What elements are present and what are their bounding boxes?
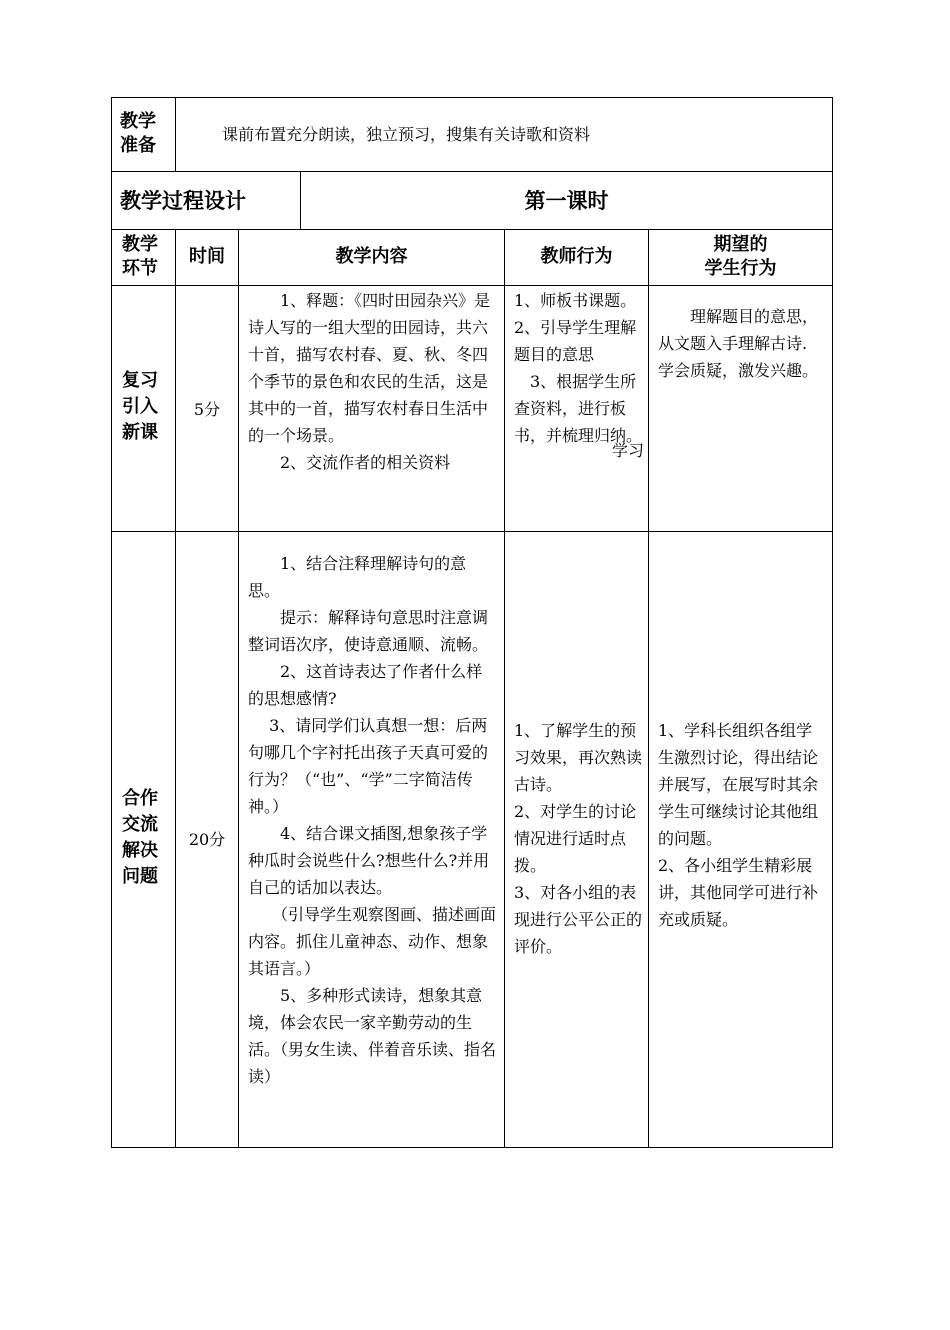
table-border-right <box>832 97 833 1148</box>
table-rule <box>111 531 833 532</box>
row1-content <box>248 287 498 476</box>
row2-content-item: 提示：解释诗句意思时注意调整词语次序，使诗意通顺、流畅。 <box>248 608 489 654</box>
row1-teacher-item: 3、根据学生所查资料，进行板书，并梳理归纳。 <box>514 372 643 445</box>
row2-content-item: （引导学生观察图画、描述画面内容。抓住儿童神态、动作、想象其语言。） <box>248 905 497 978</box>
row2-student-item: 1、学科长组织各组学生激烈讨论，得出结论并展写，在展写时其余学生可继续讨论其他组的问题。 <box>658 721 819 848</box>
row1-stage: 复习引入新课 <box>122 370 158 443</box>
row2-teacher-item: 2、对学生的讨论情况进行适时点拨。 <box>514 802 637 875</box>
row2-content-item: 2、这首诗表达了作者什么样的思想感情? <box>248 662 483 708</box>
row1-teacher-note: 学习 <box>612 441 645 460</box>
row2-content-item: 3、请同学们认真想一想：后两句哪几个字衬托出孩子天真可爱的行为？（“也”、“学”二字简洁传神。） <box>248 716 489 816</box>
table-border-bottom <box>111 1147 833 1148</box>
table-rule <box>111 229 833 230</box>
header-student-line1: 期望的 <box>713 234 768 255</box>
row2-content-item: 1、结合注释理解诗句的意思。 <box>248 554 467 600</box>
table-rule <box>648 229 649 1148</box>
row2-stage: 合作交流解决问题 <box>122 788 158 887</box>
row2-content <box>248 550 498 1090</box>
table-rule <box>175 97 176 172</box>
row1-student-item: 理解题目的意思，从文题入手理解古诗. 学会质疑，激发兴趣。 <box>658 307 819 380</box>
row2-content-item: 4、结合课文插图,想象孩子学种瓜时会说些什么?想些什么?并用自己的话加以表达。 <box>248 824 490 897</box>
row1-content-item: 2、交流作者的相关资料 <box>248 453 451 472</box>
design-title: 教学过程设计 <box>120 189 246 213</box>
table-rule <box>238 229 239 1148</box>
row2-teacher <box>514 717 644 960</box>
table-rule <box>504 229 505 1148</box>
header-time: 时间 <box>189 246 225 267</box>
row1-time: 5分 <box>193 400 221 419</box>
header-student-line2: 学生行为 <box>704 258 777 279</box>
row1-teacher <box>514 287 644 449</box>
row2-teacher-item: 1、了解学生的预习效果，再次熟读古诗。 <box>514 721 643 794</box>
header-teacher: 教师行为 <box>540 246 613 267</box>
table-border-left <box>111 97 112 1148</box>
prep-label: 教学准备 <box>120 111 156 156</box>
table-rule <box>111 171 833 172</box>
header-student <box>649 233 832 281</box>
table-border-top <box>111 97 833 98</box>
row2-time: 20分 <box>188 830 226 849</box>
row2-teacher-item: 3、对各小组的表现进行公平公正的评价。 <box>514 883 643 956</box>
row1-student <box>658 303 826 384</box>
header-content: 教学内容 <box>335 246 408 267</box>
table-rule <box>111 285 833 286</box>
row2-student-item: 2、各小组学生精彩展讲，其他同学可进行补充或质疑。 <box>658 856 819 929</box>
prep-text: 课前布置充分朗读，独立预习，搜集有关诗歌和资料 <box>222 125 591 144</box>
header-stage: 教学环节 <box>122 234 158 279</box>
row1-teacher-item: 2、引导学生理解题目的意思 <box>514 318 637 364</box>
session-title: 第一课时 <box>524 189 609 213</box>
row1-content-item: 1、释题：《四时田园杂兴》是诗人写的一组大型的田园诗，共六十首，描写农村春、夏、秋、冬四个季节的景色和农民的生活，这是其中的一首，描写农村春日生活中的一个场景。 <box>248 291 491 445</box>
row2-student <box>658 717 826 933</box>
row1-teacher-item: 1、师板书课题。 <box>514 291 637 310</box>
row2-content-item: 5、多种形式读诗，想象其意境，体会农民一家辛勤劳动的生活。（男女生读、伴着音乐读、指名读） <box>248 986 497 1086</box>
table-rule <box>175 229 176 1148</box>
